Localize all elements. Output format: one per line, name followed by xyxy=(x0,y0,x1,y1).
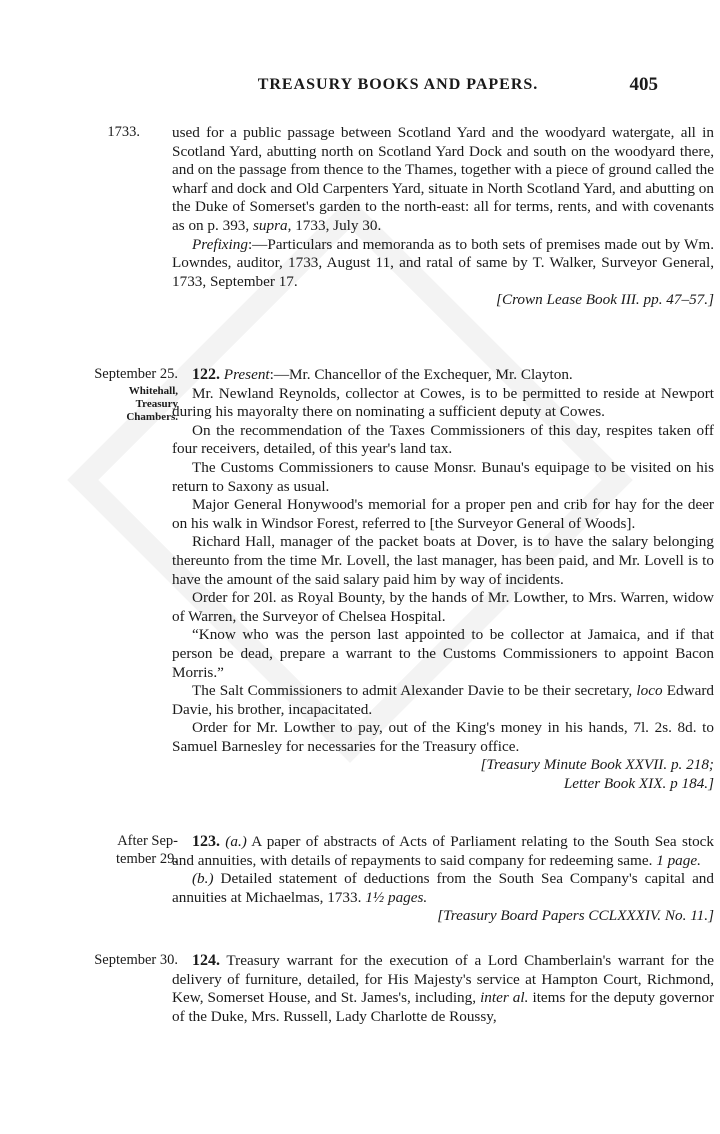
entry-text xyxy=(172,952,714,1026)
entry-number: 123. xyxy=(192,833,220,850)
paragraph: 123. (a.) A paper of abstracts of Acts of Parliament relating to the South Sea stock and annuities, with details of repayments to said company for redeeming same. 1 page. xyxy=(172,833,714,869)
entry-text xyxy=(172,833,714,926)
running-head: TREASURY BOOKS AND PAPERS. xyxy=(257,76,539,93)
paragraph: The Customs Commissioners to cause Monsr. Bunau's equipage to be visited on his return to Saxony as usual. xyxy=(172,458,714,495)
entry-date: After Sep- xyxy=(117,833,178,849)
page-number: 405 xyxy=(629,74,658,95)
intro-text xyxy=(172,124,714,310)
place-line: Chambers. xyxy=(126,411,178,423)
paragraph: Richard Hall, manager of the packet boats at Dover, is to have the salary belonging thereunto from the time Mr. Lovell, the last manager, has been paid, and Mr. Lovell is to have the amount of the said salary paid him by way of incidents. xyxy=(172,533,714,588)
paragraph: (b.) Detailed statement of deductions from the South Sea Company's capital and annuities at Michaelmas, 1733. 1½ pages. xyxy=(172,870,714,906)
paragraph: “Know who was the person last appointed to be collector at Jamaica, and if that person be dead, prepare a warrant to the Customs Commissioners to appoint Bacon Morris.” xyxy=(172,626,714,681)
entry-date: September 30. xyxy=(94,952,178,968)
citation: Letter Book XIX. p 184.] xyxy=(563,775,714,793)
entry-number: 122. xyxy=(192,366,220,383)
paragraph: The Salt Commissioners to admit Alexander Davie to be their secretary, loco Edward Davie, his brother, incapacitated. xyxy=(172,682,714,718)
paragraph: Major General Honywood's memorial for a proper pen and crib for hay for the deer on his walk in Windsor Forest, referred to [the Surveyor General of Woods]. xyxy=(172,496,714,532)
entry-number: 124. xyxy=(192,952,220,969)
page-header xyxy=(60,76,660,100)
place-line: Treasury xyxy=(135,398,178,410)
citation: [Crown Lease Book III. pp. 47–57.] xyxy=(496,291,714,309)
paragraph: 124. Treasury warrant for the execution of a Lord Chamberlain's warrant for the delivery of furniture, detailed, for His Majesty's service at Hampton Court, Richmond, Kew, Somerset House, and St. James's, including, inter al. items for the deputy governor of the Duke, Mrs. Russell, Lady Charlotte de Roussy, xyxy=(172,952,714,1025)
citation: [Treasury Board Papers CCLXXXIV. No. 11.] xyxy=(437,907,714,925)
intro-paragraph: used for a public passage between Scotland Yard and the woodyard watergate, all in Scotland Yard, abutting north on Scotland Yard Dock and south on the woodyard there, and on the passage from thence to the Thames, together with a piece of ground called the wharf and dock and Old Carpenters Yard, situate in North Scotland Yard, and abutting on the Duke of Somerset's garden to the north-east: all for terms, rents, and with covenants as on p. 393, supra, 1733, July 30. xyxy=(172,124,714,234)
year-margin: 1733. xyxy=(107,124,140,140)
place-line: Whitehall, xyxy=(128,385,178,397)
entry-date: September 25. xyxy=(94,366,178,382)
paragraph: On the recommendation of the Taxes Commissioners of this day, respites taken off four receivers, detailed, of this year's land tax. xyxy=(172,421,714,458)
paragraph: Order for 20l. as Royal Bounty, by the hands of Mr. Lowther, to Mrs. Warren, widow of Warren, the Surveyor of Chelsea Hospital. xyxy=(172,589,714,625)
entry-text xyxy=(172,366,714,794)
citation: [Treasury Minute Book XXVII. p. 218; xyxy=(480,756,714,774)
present-line: 122. Present:—Mr. Chancellor of the Exchequer, Mr. Clayton. xyxy=(192,366,573,383)
paragraph: Mr. Newland Reynolds, collector at Cowes, is to be permitted to reside at Newport during his mayoralty there on nominating a sufficient deputy at Cowes. xyxy=(172,384,714,421)
paragraph: Order for Mr. Lowther to pay, out of the King's money in his hands, 7l. 2s. 8d. to Samuel Barnesley for necessaries for the Treasury office. xyxy=(172,719,714,755)
entry-date: tember 29. xyxy=(115,851,178,867)
prefixing-paragraph: Prefixing:—Particulars and memoranda as to both sets of premises made out by Wm. Lowndes, auditor, 1733, August 11, and ratal of same by T. Walker, Surveyor General, 1733, September 17. [Crown Lease Book III. pp. 47–57.] xyxy=(172,235,714,309)
